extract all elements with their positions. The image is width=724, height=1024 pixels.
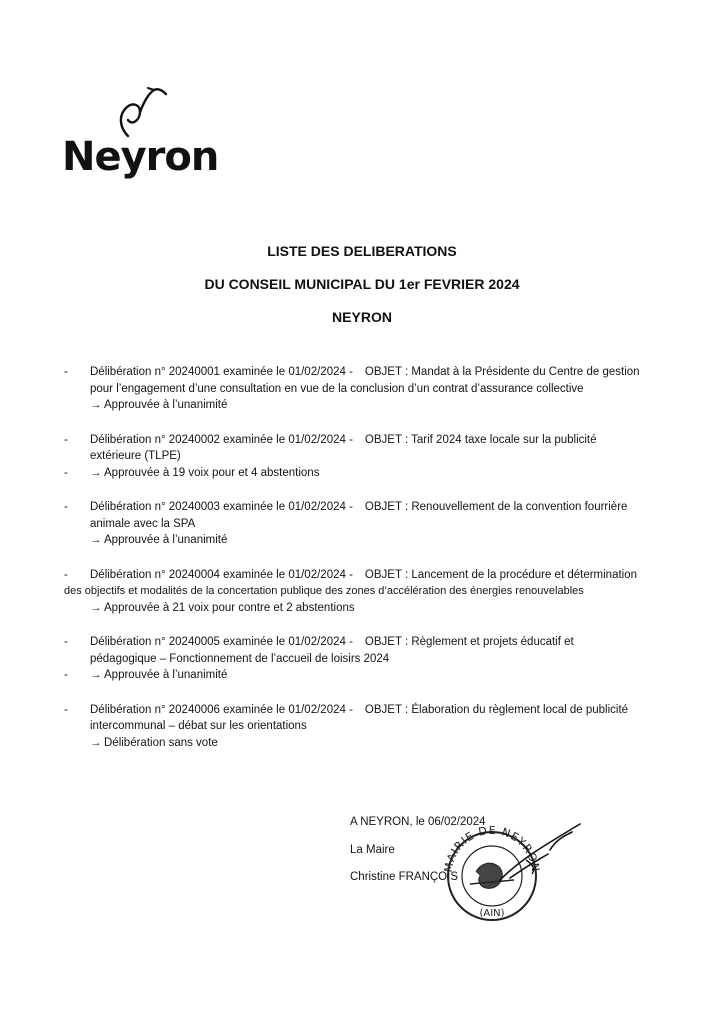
deliberation-object: OBJET : Règlement et projets éducatif et bbox=[364, 636, 574, 648]
deliberation-ref: Délibération n° 20240006 examinée le 01/02/2024 - bbox=[90, 703, 353, 716]
neyron-logo bbox=[62, 84, 222, 184]
deliberation-result: Approuvée à l’unanimité bbox=[104, 534, 228, 546]
deliberation-result: Approuvée à l’unanimité bbox=[104, 399, 228, 411]
list-marker: - bbox=[64, 466, 68, 479]
document-title: LISTE DES DELIBERATIONS bbox=[267, 243, 457, 259]
deliberation-ref: Délibération n° 20240003 examinée le 01/02/2024 - bbox=[90, 501, 353, 513]
deliberation-object: OBJET : Mandat à la Présidente du Centre de gestion bbox=[364, 366, 640, 378]
deliberation-ref: Délibération n° 20240002 examinée le 01/02/2024 - bbox=[90, 433, 353, 446]
list-item bbox=[64, 702, 684, 752]
deliberation-ref: Délibération n° 20240005 examinée le 01/02/2024 - bbox=[90, 636, 353, 648]
deliberation-object-cont: intercommunal – débat sur les orientations bbox=[90, 720, 307, 732]
list-item bbox=[64, 499, 684, 549]
svg-text:MAIRIE DE NEYRON: MAIRIE DE NEYRON bbox=[441, 823, 543, 874]
place-date: A NEYRON, le 06/02/2024 bbox=[350, 816, 486, 828]
deliberation-result: Délibération sans vote bbox=[104, 736, 218, 749]
list-marker: - bbox=[64, 703, 68, 716]
deliberation-object: OBJET : Renouvellement de la convention fourrière bbox=[364, 501, 628, 513]
signatory-role: La Maire bbox=[350, 844, 395, 856]
list-marker: - bbox=[64, 568, 68, 581]
list-marker: - bbox=[64, 366, 68, 378]
deliberation-result: Approuvée à l’unanimité bbox=[104, 669, 228, 681]
arrow-icon: → bbox=[90, 736, 102, 749]
deliberation-object-cont: pédagogique – Fonctionnement de l’accueil de loisirs 2024 bbox=[90, 652, 390, 665]
arrow-icon: → bbox=[90, 601, 102, 614]
arrow-icon: → bbox=[90, 466, 102, 479]
logo-wordmark: Neyron bbox=[62, 134, 219, 180]
deliberation-object-cont: extérieure (TLPE) bbox=[90, 450, 181, 462]
deliberation-object: OBJET : Tarif 2024 taxe locale sur la publicité bbox=[364, 433, 597, 446]
deliberation-ref: Délibération n° 20240004 examinée le 01/02/2024 - bbox=[90, 568, 353, 581]
list-item bbox=[64, 567, 684, 617]
deliberation-object-cont: pour l’engagement d’une consultation en vue de la conclusion d’un contrat d’assurance collective bbox=[90, 382, 584, 395]
deliberation-object-cont: animale avec la SPA bbox=[90, 517, 196, 530]
document-subtitle: DU CONSEIL MUNICIPAL DU 1er FEVRIER 2024 bbox=[204, 276, 520, 292]
list-marker: - bbox=[64, 501, 68, 513]
svg-text:(AIN): (AIN) bbox=[479, 908, 505, 919]
commune-name: NEYRON bbox=[332, 309, 392, 325]
mairie-stamp bbox=[440, 820, 590, 924]
deliberation-object: OBJET : Élaboration du règlement local de publicité bbox=[364, 703, 629, 716]
list-marker: - bbox=[64, 669, 68, 681]
list-marker: - bbox=[64, 433, 68, 446]
deliberation-object-cont: des objectifs et modalités de la concertation publique des zones d’accélération des énergies renouvelables bbox=[64, 585, 584, 597]
deliberation-list bbox=[64, 364, 684, 769]
arrow-icon: → bbox=[90, 669, 102, 681]
list-item bbox=[64, 432, 684, 482]
arrow-icon: → bbox=[90, 399, 102, 411]
deliberation-ref: Délibération n° 20240001 examinée le 01/02/2024 - bbox=[90, 366, 353, 378]
arrow-icon: → bbox=[90, 534, 102, 546]
heron-icon bbox=[110, 84, 170, 140]
signatory-name: Christine FRANÇOIS bbox=[350, 871, 458, 883]
list-item bbox=[64, 634, 684, 684]
deliberation-result: Approuvée à 21 voix pour contre et 2 abstentions bbox=[104, 601, 355, 614]
list-marker: - bbox=[64, 636, 68, 648]
deliberation-result: Approuvée à 19 voix pour et 4 abstentions bbox=[104, 466, 320, 479]
deliberation-object: OBJET : Lancement de la procédure et détermination bbox=[364, 568, 638, 581]
list-item bbox=[64, 364, 684, 414]
